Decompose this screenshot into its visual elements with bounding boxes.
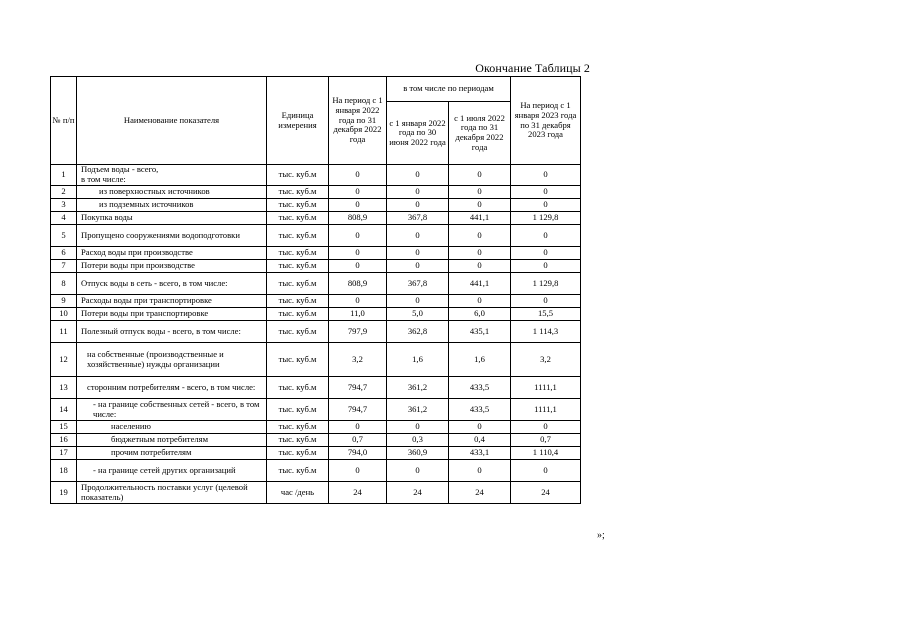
table-row [51,273,581,295]
row-value-2023: 1111,1 [511,399,581,421]
table-row [51,295,581,308]
row-value-h1-2022: 24 [387,482,449,504]
row-indicator-name: на собственные (производственные и хозяйственные) нужды организации [77,343,267,377]
row-value-h1-2022: 5,0 [387,308,449,321]
row-unit: тыс. куб.м [267,308,329,321]
row-value-2023: 0 [511,225,581,247]
row-value-2023: 1 110,4 [511,447,581,460]
table-row [51,186,581,199]
col-header-period-2023: На период с 1 января 2023 года по 31 декабря 2023 года [511,77,581,165]
row-indicator-name: Покупка воды [77,212,267,225]
row-unit: тыс. куб.м [267,273,329,295]
row-value-2023: 0 [511,421,581,434]
row-indicator-name: прочим потребителям [77,447,267,460]
row-value-h2-2022: 433,5 [449,399,511,421]
row-unit: тыс. куб.м [267,399,329,421]
row-value-2023: 0 [511,186,581,199]
row-indicator-name: сторонним потребителям - всего, в том числе: [77,377,267,399]
table-caption: Окончание Таблицы 2 [475,61,590,75]
closing-quote: »; [597,530,605,541]
row-value-2022: 808,9 [329,273,387,295]
row-indicator-name: из поверхностных источников [77,186,267,199]
row-number: 7 [51,260,77,273]
row-number: 3 [51,199,77,212]
table-row [51,165,581,186]
row-value-2022: 0 [329,225,387,247]
row-value-h1-2022: 0 [387,421,449,434]
table-row [51,308,581,321]
row-number: 12 [51,343,77,377]
row-value-2023: 0,7 [511,434,581,447]
row-indicator-name: Потери воды при транспортировке [77,308,267,321]
row-value-h2-2022: 0 [449,199,511,212]
row-value-h2-2022: 0 [449,421,511,434]
row-number: 2 [51,186,77,199]
row-number: 19 [51,482,77,504]
row-indicator-name: из подземных источников [77,199,267,212]
row-value-2022: 0 [329,165,387,186]
row-number: 4 [51,212,77,225]
row-indicator-name: Потери воды при производстве [77,260,267,273]
row-value-2022: 794,7 [329,399,387,421]
row-unit: тыс. куб.м [267,247,329,260]
col-header-num: № п/п [51,77,77,165]
table-row [51,399,581,421]
row-number: 13 [51,377,77,399]
row-value-2023: 0 [511,165,581,186]
table-row [51,212,581,225]
table-row [51,199,581,212]
row-value-2023: 1 129,8 [511,273,581,295]
row-number: 9 [51,295,77,308]
water-balance-table [50,76,581,504]
row-indicator-name: Полезный отпуск воды - всего, в том числе: [77,321,267,343]
row-number: 14 [51,399,77,421]
table-row [51,247,581,260]
row-value-h2-2022: 0 [449,460,511,482]
row-unit: тыс. куб.м [267,225,329,247]
row-unit: тыс. куб.м [267,434,329,447]
col-header-unit: Единица измерения [267,77,329,165]
table-row [51,260,581,273]
row-value-h2-2022: 0 [449,295,511,308]
table-row [51,377,581,399]
row-value-2023: 1 129,8 [511,212,581,225]
row-indicator-name: Продолжительность поставки услуг (целевой показатель) [77,482,267,504]
row-value-h1-2022: 0 [387,165,449,186]
row-value-2022: 797,9 [329,321,387,343]
row-number: 15 [51,421,77,434]
col-header-group: в том числе по периодам [387,77,511,102]
row-number: 5 [51,225,77,247]
table-row [51,421,581,434]
row-indicator-name: Подъем воды - всего, в том числе: [77,165,267,186]
row-value-2023: 0 [511,460,581,482]
row-value-2022: 11,0 [329,308,387,321]
table-body [51,165,581,504]
row-value-2023: 0 [511,247,581,260]
row-number: 6 [51,247,77,260]
row-value-h1-2022: 362,8 [387,321,449,343]
row-unit: тыс. куб.м [267,186,329,199]
row-value-2022: 0 [329,186,387,199]
row-indicator-name: населению [77,421,267,434]
row-indicator-name: - на границе собственных сетей - всего, в том числе: [77,399,267,421]
row-value-2022: 0 [329,247,387,260]
row-unit: тыс. куб.м [267,321,329,343]
row-unit: тыс. куб.м [267,460,329,482]
row-unit: тыс. куб.м [267,199,329,212]
row-value-h1-2022: 0 [387,186,449,199]
row-value-2023: 3,2 [511,343,581,377]
row-value-h2-2022: 0 [449,165,511,186]
col-header-name: Наименование показателя [77,77,267,165]
row-value-h1-2022: 0 [387,295,449,308]
row-value-h1-2022: 367,8 [387,212,449,225]
row-number: 16 [51,434,77,447]
row-unit: тыс. куб.м [267,260,329,273]
row-value-2022: 0 [329,199,387,212]
row-unit: тыс. куб.м [267,377,329,399]
row-unit: тыс. куб.м [267,447,329,460]
row-value-2023: 1 114,3 [511,321,581,343]
row-unit: час /день [267,482,329,504]
row-indicator-name: Пропущено сооружениями водоподготовки [77,225,267,247]
row-value-h2-2022: 0 [449,260,511,273]
col-header-h1-2022: с 1 января 2022 года по 30 июня 2022 года [387,102,449,165]
table-row [51,343,581,377]
row-value-2022: 24 [329,482,387,504]
row-value-h2-2022: 441,1 [449,273,511,295]
row-indicator-name: Расходы воды при транспортировке [77,295,267,308]
row-value-2022: 0 [329,460,387,482]
row-number: 10 [51,308,77,321]
row-value-h1-2022: 1,6 [387,343,449,377]
row-value-h1-2022: 0,3 [387,434,449,447]
table-row [51,321,581,343]
row-value-h2-2022: 0 [449,186,511,199]
col-header-h2-2022: с 1 июля 2022 года по 31 декабря 2022 года [449,102,511,165]
row-value-2023: 24 [511,482,581,504]
row-value-h1-2022: 361,2 [387,377,449,399]
row-value-h2-2022: 433,1 [449,447,511,460]
row-value-2023: 1111,1 [511,377,581,399]
row-number: 18 [51,460,77,482]
row-value-h2-2022: 435,1 [449,321,511,343]
row-indicator-name: - на границе сетей других организаций [77,460,267,482]
row-unit: тыс. куб.м [267,295,329,308]
row-value-h1-2022: 361,2 [387,399,449,421]
row-value-h1-2022: 0 [387,260,449,273]
row-indicator-name: бюджетным потребителям [77,434,267,447]
row-number: 1 [51,165,77,186]
row-value-2022: 0 [329,295,387,308]
table-row [51,482,581,504]
row-number: 11 [51,321,77,343]
row-value-2022: 794,0 [329,447,387,460]
row-value-2023: 0 [511,295,581,308]
row-value-h2-2022: 0 [449,247,511,260]
row-number: 17 [51,447,77,460]
row-value-h1-2022: 360,9 [387,447,449,460]
row-value-2023: 0 [511,199,581,212]
row-value-2022: 3,2 [329,343,387,377]
row-unit: тыс. куб.м [267,421,329,434]
row-value-h1-2022: 0 [387,225,449,247]
row-value-h2-2022: 0,4 [449,434,511,447]
row-value-h2-2022: 441,1 [449,212,511,225]
row-value-h1-2022: 0 [387,199,449,212]
row-unit: тыс. куб.м [267,165,329,186]
row-value-h1-2022: 367,8 [387,273,449,295]
row-value-2022: 794,7 [329,377,387,399]
row-value-2023: 15,5 [511,308,581,321]
table-row [51,460,581,482]
row-unit: тыс. куб.м [267,212,329,225]
row-indicator-name: Расход воды при производстве [77,247,267,260]
col-header-period-2022: На период с 1 января 2022 года по 31 декабря 2022 года [329,77,387,165]
table-row [51,434,581,447]
row-indicator-name: Отпуск воды в сеть - всего, в том числе: [77,273,267,295]
row-value-2022: 0,7 [329,434,387,447]
row-value-h2-2022: 0 [449,225,511,247]
table-row [51,225,581,247]
row-value-2023: 0 [511,260,581,273]
row-number: 8 [51,273,77,295]
row-value-h1-2022: 0 [387,247,449,260]
row-value-2022: 0 [329,260,387,273]
row-value-2022: 0 [329,421,387,434]
row-value-h2-2022: 24 [449,482,511,504]
row-value-h1-2022: 0 [387,460,449,482]
row-value-h2-2022: 433,5 [449,377,511,399]
row-unit: тыс. куб.м [267,343,329,377]
table-row [51,447,581,460]
row-value-h2-2022: 1,6 [449,343,511,377]
row-value-2022: 808,9 [329,212,387,225]
row-value-h2-2022: 6,0 [449,308,511,321]
